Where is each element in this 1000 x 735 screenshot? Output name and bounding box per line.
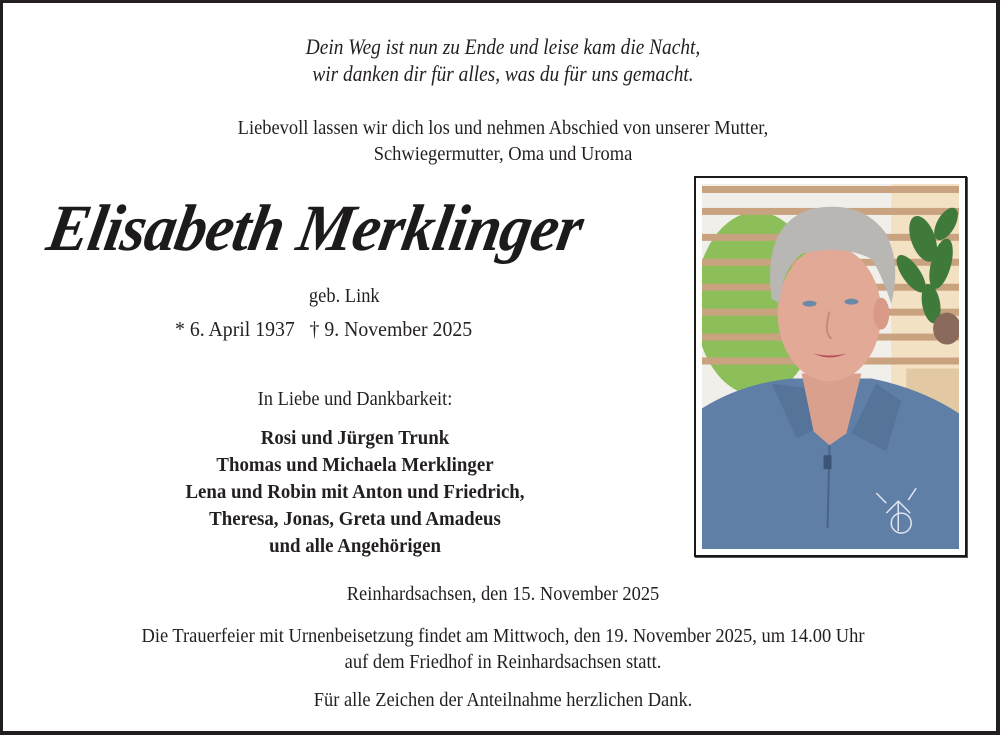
life-dates	[175, 317, 472, 342]
mourner-line: und alle Angehörigen	[269, 535, 441, 557]
mourner-line: Theresa, Jonas, Greta und Amadeus	[209, 508, 501, 530]
verse-line-2: wir danken dir für alles, was du für uns gemacht.	[312, 61, 694, 86]
mourner-line: Rosi und Jürgen Trunk	[260, 427, 450, 449]
maiden-name: geb. Link	[308, 285, 380, 307]
mourners-label: In Liebe und Dankbarkeit:	[257, 388, 453, 410]
portrait-image	[702, 184, 959, 549]
ceremony-line-2: auf dem Friedhof in Reinhardsachsen statt.	[344, 651, 662, 673]
deceased-name: Elisabeth Merklinger	[41, 192, 589, 265]
death-date: † 9. November 2025	[309, 317, 473, 341]
closing-thanks: Für alle Zeichen der Anteilnahme herzlichen Dank.	[313, 689, 693, 711]
ceremony-line-1: Die Trauerfeier mit Urnenbeisetzung findet am Mittwoch, den 19. November 2025, um 14.00 Uhr	[141, 625, 865, 647]
mourner-line: Thomas und Michaela Merklinger	[216, 454, 494, 476]
portrait-photo	[702, 184, 959, 549]
place-date: Reinhardsachsen, den 15. November 2025	[346, 583, 660, 605]
intro-line-2: Schwiegermutter, Oma und Uroma	[373, 143, 633, 165]
mourner-line: Lena und Robin mit Anton und Friedrich,	[185, 481, 525, 503]
intro-line-1: Liebevoll lassen wir dich los und nehmen Abschied von unserer Mutter,	[237, 117, 769, 139]
portrait-frame	[694, 176, 967, 557]
birth-date: * 6. April 1937	[175, 317, 295, 341]
verse-line-1: Dein Weg ist nun zu Ende und leise kam die Nacht,	[305, 34, 701, 59]
